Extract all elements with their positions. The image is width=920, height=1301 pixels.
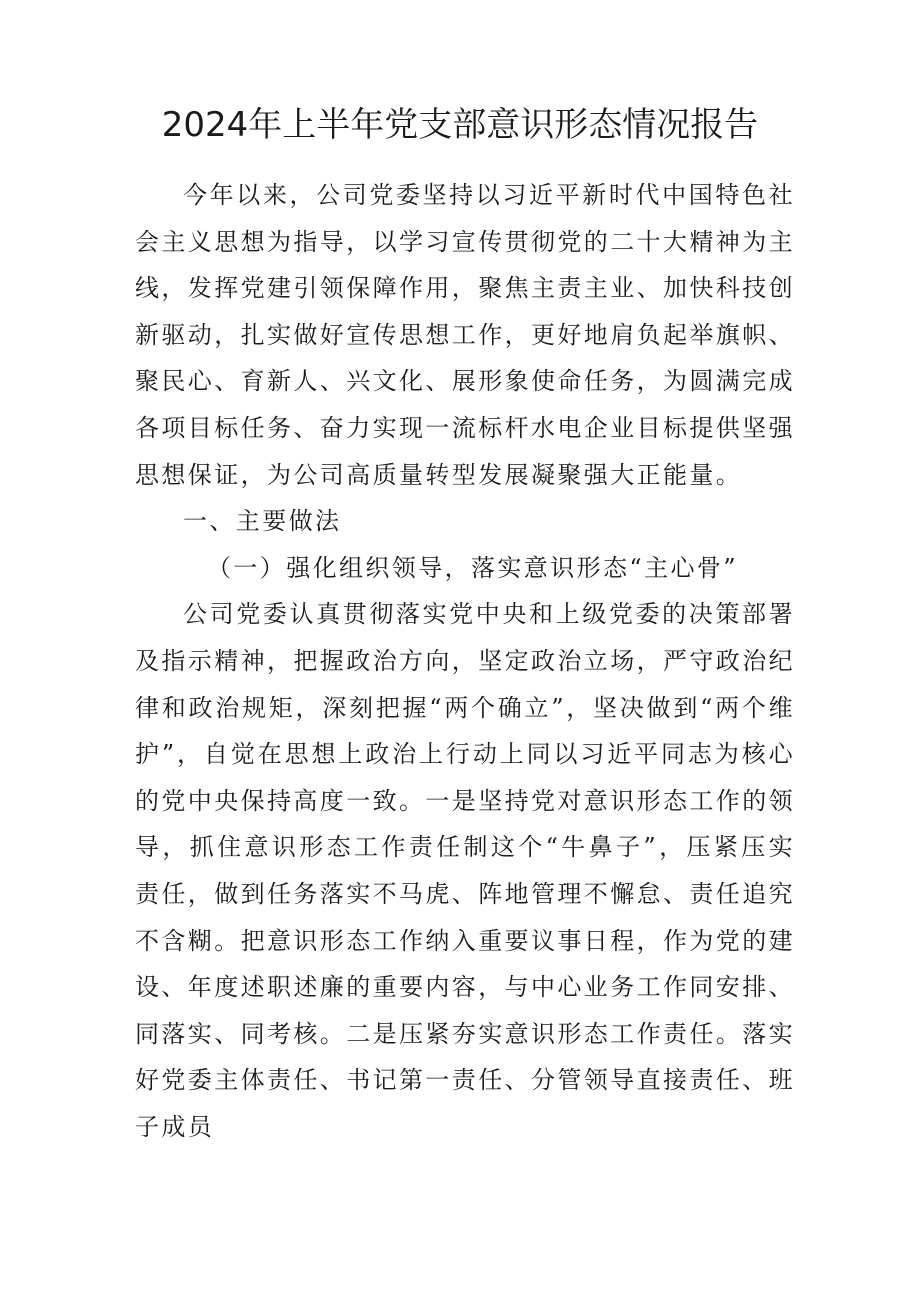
intro-paragraph: 今年以来，公司党委坚持以习近平新时代中国特色社会主义思想为指导，以学习宣传贯彻党的二十大精神为主线，发挥党建引领保障作用，聚焦主责主业、加快科技创新驱动，扎实做好宣传思想工作，更好地肩负起举旗帜、聚民心、育新人、兴文化、展形象使命任务，为圆满完成各项目标任务、奋力实现一流标杆水电企业目标提供坚强思想保证，为公司高质量转型发展凝聚强大正能量。 xyxy=(135,181,795,489)
subsection-heading: （一）强化组织领导，落实意识形态“主心骨” xyxy=(207,553,738,582)
section-heading: 一、主要做法 xyxy=(183,507,342,536)
document-body xyxy=(135,172,795,1150)
body-paragraph: 公司党委认真贯彻落实党中央和上级党委的决策部署及指示精神，把握政治方向，坚定政治立场，严守政治纪律和政治规矩，深刻把握“两个确立”，坚决做到“两个维护”，自觉在思想上政治上行动上同以习近平同志为核心的党中央保持高度一致。一是坚持党对意识形态工作的领导，抓住意识形态工作责任制这个“牛鼻子”，压紧压实责任，做到任务落实不马虎、阵地管理不懈怠、责任追究不含糊。把意识形态工作纳入重要议事日程，作为党的建设、年度述职述廉的重要内容，与中心业务工作同安排、同落实、同考核。二是压紧夯实意识形态工作责任。落实好党委主体责任、书记第一责任、分管领导直接责任、班子成员 xyxy=(135,600,795,1141)
document-title: 2024年上半年党支部意识形态情况报告 xyxy=(161,105,759,145)
